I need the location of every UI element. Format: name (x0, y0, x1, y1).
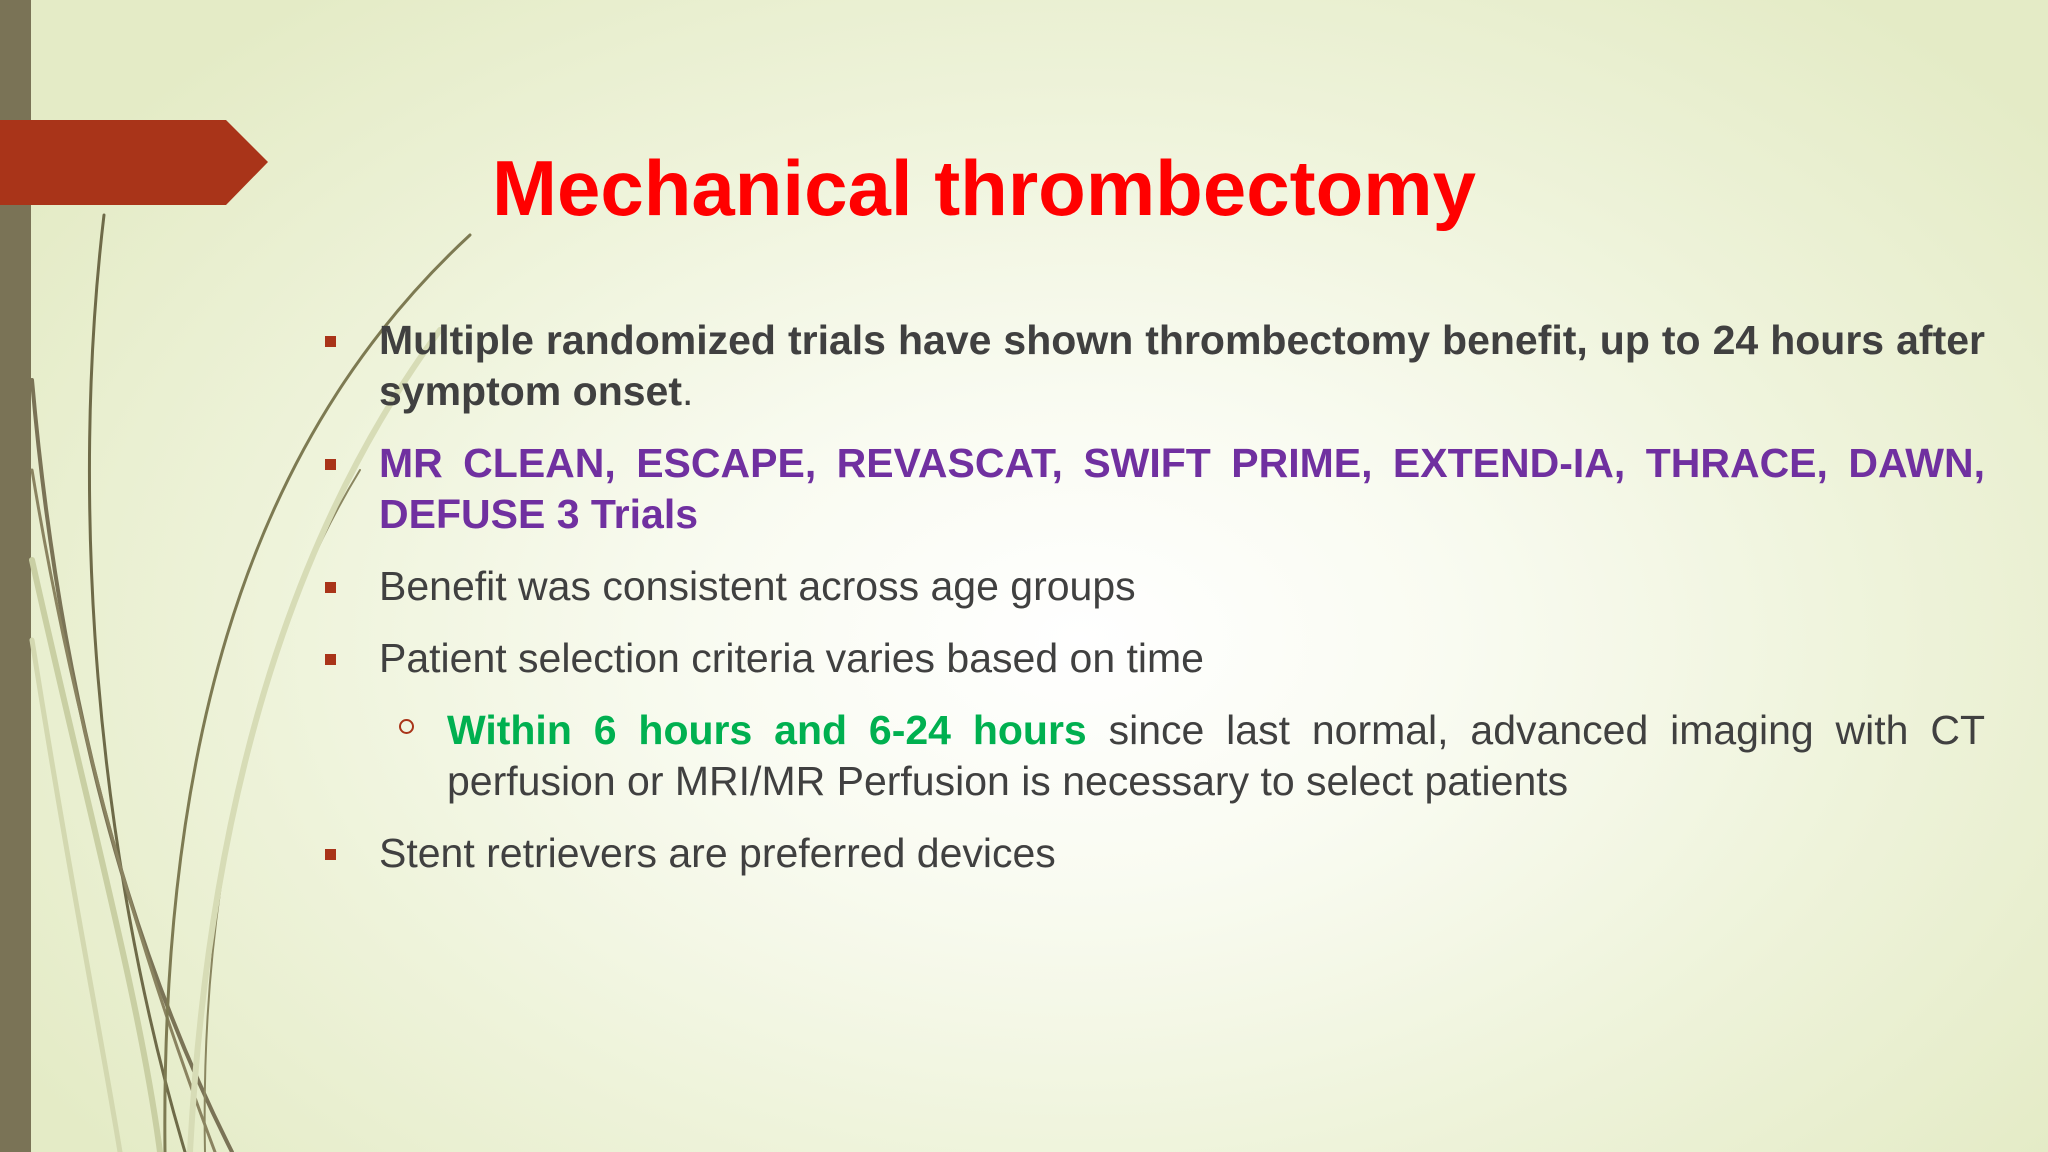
square-bullet-icon (325, 654, 336, 665)
bullet-item-patient-selection (325, 633, 1985, 684)
square-bullet-icon (325, 459, 336, 470)
square-bullet-icon (325, 582, 336, 593)
bullet-text: Benefit was consistent across age groups (379, 563, 1136, 609)
bullet-item-stent-retrievers (325, 828, 1985, 879)
square-bullet-icon (325, 336, 336, 347)
bullet-item-trials-benefit (325, 315, 1985, 417)
bullet-text: Stent retrievers are preferred devices (379, 830, 1056, 876)
sub-bullet-text: since last normal, advanced imaging with CT perfusion or MRI/MR Perfusion is necessary to select patients (447, 707, 1985, 804)
sub-bullet-highlight: Within 6 hours and 6-24 hours (447, 707, 1087, 753)
bullet-text: Patient selection criteria varies based on time (379, 635, 1204, 681)
bullet-item-trial-names (325, 438, 1985, 540)
bullet-text: MR CLEAN, ESCAPE, REVASCAT, SWIFT PRIME, EXTEND-IA, THRACE, DAWN, DEFUSE 3 Trials (379, 440, 1985, 537)
sub-bullet-item-time-windows (325, 705, 1985, 807)
bullet-item-age-groups (325, 561, 1985, 612)
bullet-list (325, 315, 1985, 900)
square-bullet-icon (325, 849, 336, 860)
slide-title: Mechanical thrombectomy (492, 144, 1476, 232)
bullet-text: Multiple randomized trials have shown thrombectomy benefit, up to 24 hours after symptom onset (379, 317, 1985, 414)
circle-bullet-icon (399, 719, 414, 734)
bullet-suffix: . (682, 368, 694, 414)
